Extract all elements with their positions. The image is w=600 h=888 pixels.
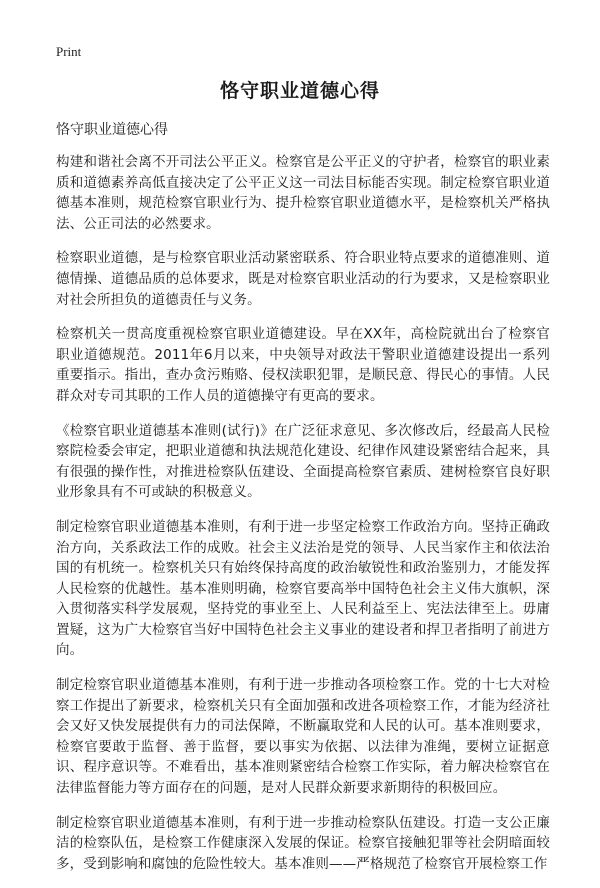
- article-body: [56, 120, 550, 888]
- page-title: 恪守职业道德心得: [219, 80, 380, 102]
- paragraph-3: 检察机关一贯高度重视检察官职业道德建设。早在XX年，高检院就出台了检察官职业道德规范。2011年6月以来，中央领导对政法干警职业道德建设提出一系列重要指示。指出，查办贪污贿赂、侵权渎职犯罪，是顺民意、得民心的事情。人民群众对专司其职的工作人员的道德操守有更高的要求。: [56, 326, 550, 404]
- paragraph-5: 制定检察官职业道德基本准则，有利于进一步坚定检察工作政治方向。坚持正确政治方向，关系政法工作的成败。社会主义法治是党的领导、人民当家作主和依法治国的有机统一。检察机关只有始终保持高度的政治敏锐性和政治鉴别力，才能发挥人民检察的优越性。基本准则明确，检察官要高举中国特色社会主义伟大旗帜，深入贯彻落实科学发展观，坚持党的事业至上、人民利益至上、宪法法律至上。毋庸置疑，这为广大检察官当好中国特色社会主义事业的建设者和捍卫者指明了前进方向。: [56, 518, 550, 659]
- article-subtitle: 恪守职业道德心得: [56, 122, 168, 138]
- paragraph-1: 构建和谐社会离不开司法公平正义。检察官是公平正义的守护者，检察官的职业素质和道德素养高低直接决定了公平正义这一司法目标能否实现。制定检察官职业道德基本准则，规范检察官职业行为、提升检察官职业道德水平，是检察机关严格执法、公正司法的必然要求。: [56, 154, 550, 232]
- paragraph-7: 制定检察官职业道德基本准则，有利于进一步推动检察队伍建设。打造一支公正廉洁的检察队伍，是检察工作健康深入发展的保证。检察官接触犯罪等社会阴暗面较多，受到影响和腐蚀的危险性较大。基本准则——严格规范了检察官开展检察工作: [56, 814, 550, 872]
- print-link[interactable]: Print: [56, 44, 82, 59]
- paragraph-6: 制定检察官职业道德基本准则，有利于进一步推动各项检察工作。党的十七大对检察工作提出了新要求，检察机关只有全面加强和改进各项检察工作，才能为经济社会又好又快发展提供有力的司法保障，不断赢取党和人民的认可。基本准则要求，检察官要敢于监督、善于监督，要以事实为依据、以法律为准绳，要树立证据意识、程序意识等。不难看出，基本准则紧密结合检察工作实际，着力解决检察官在法律监督能力等方面存在的问题，是对人民群众新要求新期待的积极回应。: [56, 677, 550, 797]
- paragraph-4: 《检察官职业道德基本准则(试行)》在广泛征求意见、多次修改后，经最高人民检察院检委会审定，把职业道德和执法规范化建设、纪律作风建设紧密结合起来，具有很强的操作性，对推进检察队伍建设、全面提高检察官素质、建树检察官良好职业形象具有不可或缺的积极意义。: [56, 422, 550, 501]
- paragraph-2: 检察职业道德，是与检察官职业活动紧密联系、符合职业特点要求的道德准则、道德情操、道德品质的总体要求，既是对检察官职业活动的行为要求，又是检察职业对社会所担负的道德责任与义务。: [56, 250, 550, 308]
